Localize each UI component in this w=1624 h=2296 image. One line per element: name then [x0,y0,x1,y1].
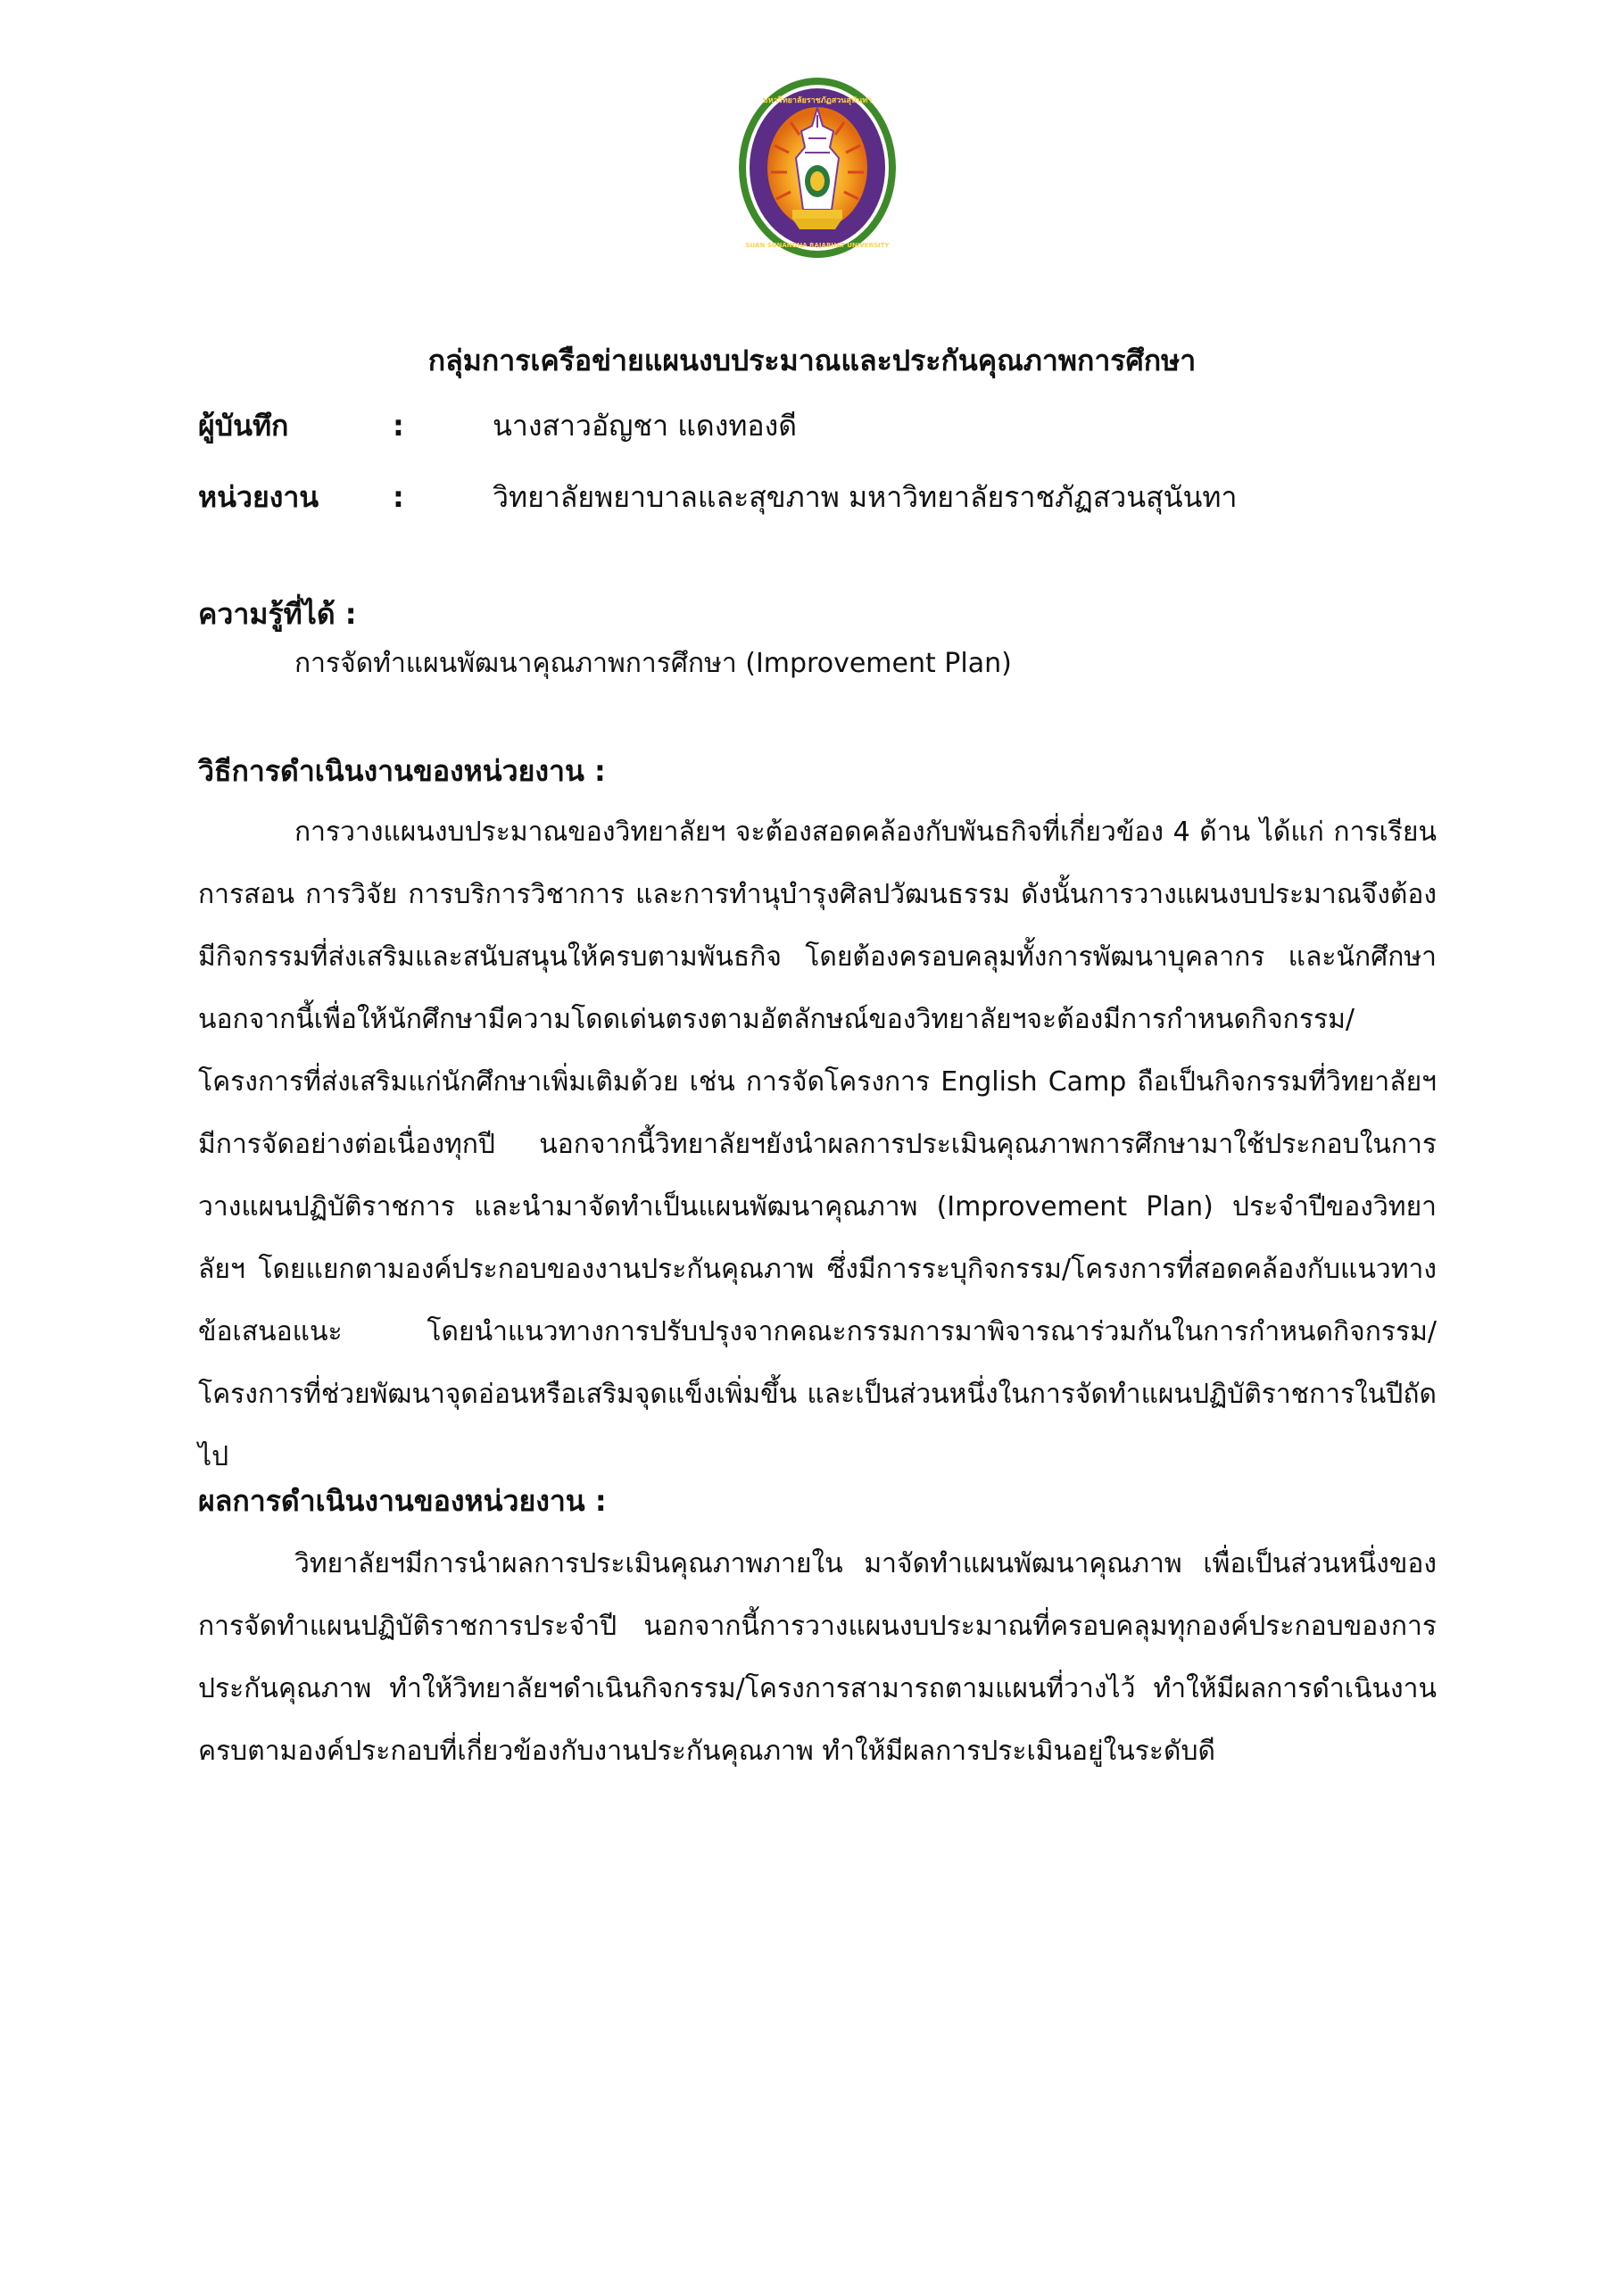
result-heading: ผลการดำเนินงานของหน่วยงาน : [198,1484,607,1518]
unit-colon: : [393,480,404,514]
recorder-value: นางสาวอัญชา แดงทองดี [493,409,798,443]
method-paragraph: การวางแผนงบประมาณของวิทยาลัยฯ จะต้องสอดคล้องกับพันธกิจที่เกี่ยวข้อง 4 ด้าน ได้แก่ การเรียนการสอน การวิจัย การบริการวิชาการ และการทำนุบำรุงศิลปวัฒนธรรม ดังนั้นการวางแผนงบประมาณจึงต้องมีกิจกรรมที่ส่งเสริมและสนับสนุนให้ครบตามพันธกิจ โดยต้องครอบคลุมทั้งการพัฒนาบุคลากร และนักศึกษา นอกจากนี้เพื่อให้นักศึกษามีความโดดเด่นตรงตามอัตลักษณ์ของวิทยาลัยฯจะต้องมีการกำหนดกิจกรรม/โครงการที่ส่งเสริมแก่นักศึกษาเพิ่มเติมด้วย เช่น การจัดโครงการ English Camp ถือเป็นกิจกรรมที่วิทยาลัยฯมีการจัดอย่างต่อเนื่องทุกปี นอกจากนี้วิทยาลัยฯยังนำผลการประเมินคุณภาพการศึกษามาใช้ประกอบในการวางแผนปฏิบัติราชการ และนำมาจัดทำเป็นแผนพัฒนาคุณภาพ (Improvement Plan) ประจำปีของวิทยาลัยฯ โดยแยกตามองค์ประกอบของงานประกันคุณภาพ ซึ่งมีการระบุกิจกรรม/โครงการที่สอดคล้องกับแนวทางข้อเสนอแนะ โดยนำแนวทางการปรับปรุงจากคณะกรรมการมาพิจารณาร่วมกันในการกำหนดกิจกรรม/โครงการที่ช่วยพัฒนาจุดอ่อนหรือเสริมจุดแข็งเพิ่มขึ้น และเป็นส่วนหนึ่งในการจัดทำแผนปฏิบัติราชการในปีถัดไป [198,816,1437,1472]
result-paragraph: วิทยาลัยฯมีการนำผลการประเมินคุณภาพภายใน มาจัดทำแผนพัฒนาคุณภาพ เพื่อเป็นส่วนหนึ่งของการจัดทำแผนปฏิบัติราชการประจำปี นอกจากนี้การวางแผนงบประมาณที่ครอบคลุมทุกองค์ประกอบของการประกันคุณภาพ ทำให้วิทยาลัยฯดำเนินกิจกรรม/โครงการสามารถตามแผนที่วางไว้ ทำให้มีผลการดำเนินงานครบตามองค์ประกอบที่เกี่ยวข้องกับงานประกันคุณภาพ ทำให้มีผลการประเมินอยู่ในระดับดี [198,1548,1437,1767]
svg-text:SUAN SUNANDHA RAJABHAT UNIVERS: SUAN SUNANDHA RAJABHAT UNIVERSITY [745,242,890,249]
recorder-colon: : [393,409,404,443]
knowledge-heading: ความรู้ที่ได้ : [198,597,357,631]
method-heading: วิธีการดำเนินงานของหน่วยงาน : [198,754,606,788]
university-logo [737,76,898,260]
knowledge-text: การจัดทำแผนพัฒนาคุณภาพการศึกษา (Improvement Plan) [294,648,1012,679]
document-title: กลุ่มการเครือข่ายแผนงบประมาณและประกันคุณภาพการศึกษา [427,344,1197,377]
unit-label: หน่วยงาน [198,480,319,514]
svg-text:มหาวิทยาลัยราชภัฏสวนสุนันทา: มหาวิทยาลัยราชภัฏสวนสุนันทา [762,96,873,105]
unit-value: วิทยาลัยพยาบาลและสุขภาพ มหาวิทยาลัยราชภัฏสวนสุนันทา [493,480,1238,514]
recorder-label: ผู้บันทึก [198,409,289,443]
